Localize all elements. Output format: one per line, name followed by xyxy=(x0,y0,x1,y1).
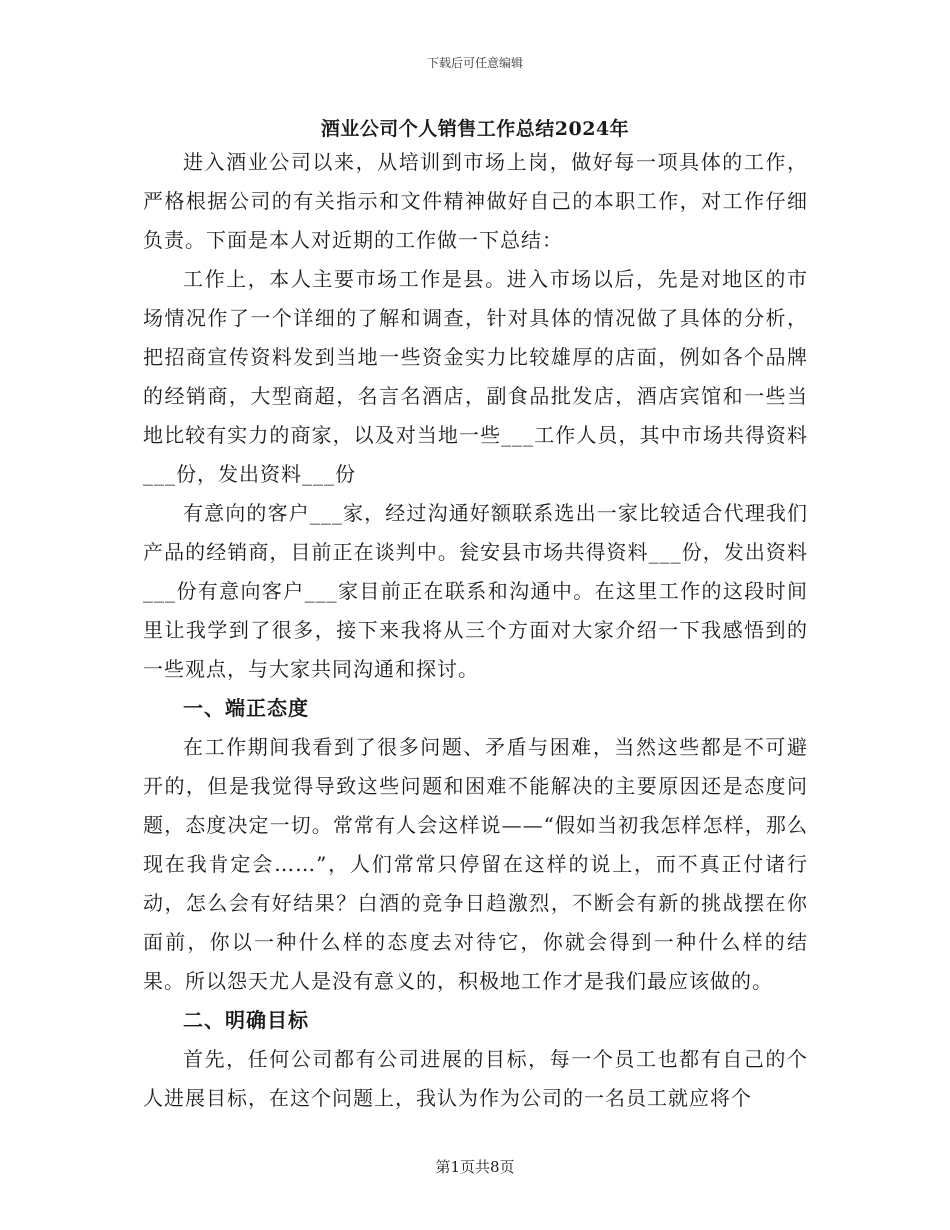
paragraph-work-market: 工作上，本人主要市场工作是县。进入市场以后，先是对地区的市场情况作了一个详细的了解和调查，针对具体的情况做了具体的分析，把招商宣传资料发到当地一些资金实力比较雄厚的店面，例如各个品牌的经销商，大型商超，名言名酒店，副食品批发店，酒店宾馆和一些当地比较有实力的商家，以及对当地一些___工作人员，其中市场共得资料___份，发出资料___份 xyxy=(143,267,808,486)
header-note: 下载后可任意编辑 xyxy=(426,56,523,70)
document-title: 酒业公司个人销售工作总结2024年 xyxy=(320,118,630,140)
document-body xyxy=(143,143,808,1118)
page-number: 第1页共8页 xyxy=(435,1158,515,1176)
paragraph-attitude: 在工作期间我看到了很多问题、矛盾与困难，当然这些都是不可避开的，但是我觉得导致这些问题和困难不能解决的主要原因还是态度问题，态度决定一切。常常有人会这样说——“假如当初我怎样怎样，那么现在我肯定会……”，人们常常只停留在这样的说上，而不真正付诸行动，怎么会有好结果？白酒的竞争日趋激烈，不断会有新的挑战摆在你面前，你以一种什么样的态度去对待它，你就会得到一种什么样的结果。所以怨天尤人是没有意义的，积极地工作才是我们最应该做的。 xyxy=(143,735,808,993)
section-heading-goals: 二、明确目标 xyxy=(183,1008,309,1032)
paragraph-clients: 有意向的客户___家，经过沟通好额联系选出一家比较适合代理我们产品的经销商，目前正在谈判中。瓮安县市场共得资料___份，发出资料___份有意向客户___家目前正在联系和沟通中。在这里工作的这段时间里让我学到了很多，接下来我将从三个方面对大家介绍一下我感悟到的一些观点，与大家共同沟通和探讨。 xyxy=(143,501,808,681)
section-heading-attitude: 一、端正态度 xyxy=(183,696,309,720)
paragraph-intro: 进入酒业公司以来，从培训到市场上岗，做好每一项具体的工作，严格根据公司的有关指示和文件精神做好自己的本职工作，对工作仔细负责。下面是本人对近期的工作做一下总结： xyxy=(143,150,808,252)
paragraph-goals: 首先，任何公司都有公司进展的目标，每一个员工也都有自己的个人进展目标，在这个问题上，我认为作为公司的一名员工就应将个 xyxy=(143,1047,808,1110)
